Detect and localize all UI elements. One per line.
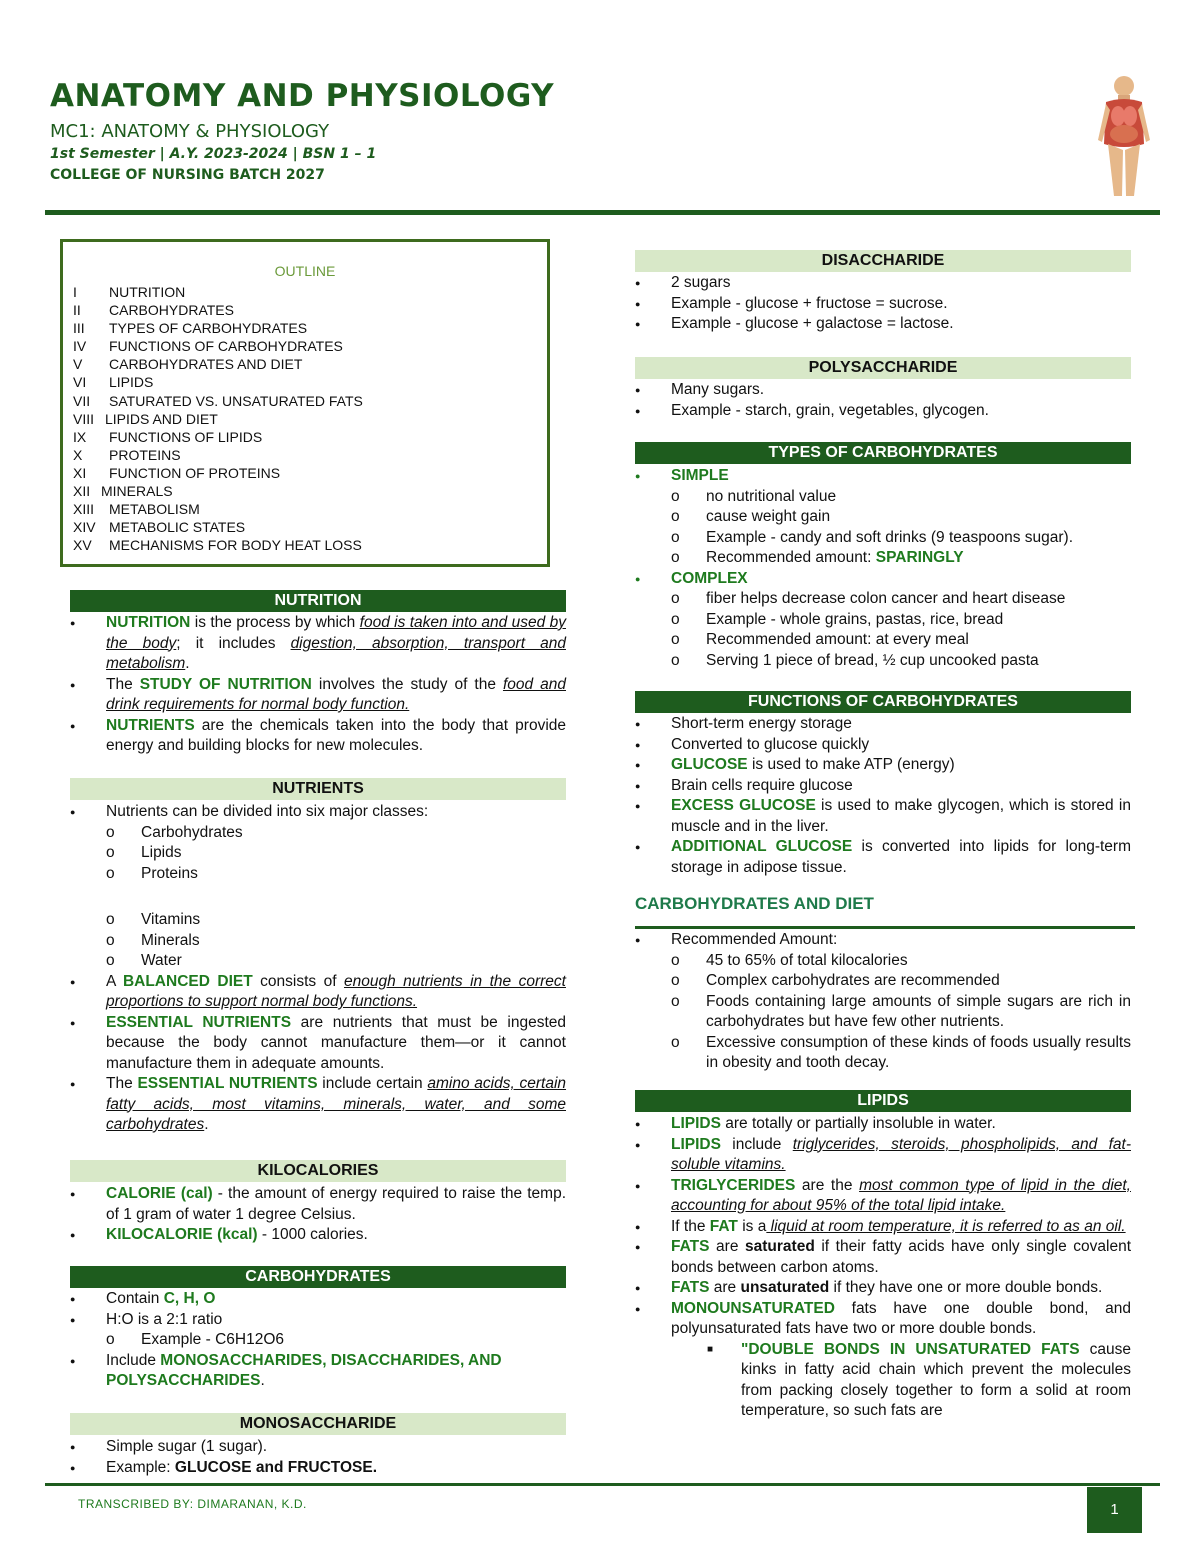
section-heading-kilocalories: KILOCALORIES [70, 1160, 566, 1182]
outline-item: V CARBOHYDRATES AND DIET [73, 356, 303, 373]
list-item: ● Include MONOSACCHARIDES, DISACCHARIDES, AND POLYSACCHARIDES. [70, 1351, 566, 1392]
list-item: ● Example - glucose + fructose = sucrose. [635, 294, 1131, 315]
outline-item: VII SATURATED VS. UNSATURATED FATS [73, 392, 363, 409]
header-divider [45, 210, 1160, 215]
outline-item: VI LIPIDS [73, 374, 154, 391]
outline-item: X PROTEINS [73, 446, 181, 463]
list-item: o Recommended amount: at every meal [635, 630, 1131, 651]
list-item: o 45 to 65% of total kilocalories [635, 951, 1131, 972]
list-item: ● FATS are unsaturated if they have one or more double bonds. [635, 1278, 1131, 1299]
list-item: ● Contain C, H, O [70, 1289, 566, 1310]
college-line: COLLEGE OF NURSING BATCH 2027 [50, 167, 325, 183]
types-section [635, 466, 1131, 671]
list-item: ● Example - glucose + galactose = lactose. [635, 314, 1131, 335]
list-item: ● 2 sugars [635, 273, 1131, 294]
diet-section [635, 930, 1131, 1074]
section-heading-monosaccharide: MONOSACCHARIDE [70, 1413, 566, 1435]
document-title: ANATOMY AND PHYSIOLOGY [50, 78, 555, 114]
footer-divider [45, 1483, 1160, 1486]
list-item: o Water [70, 951, 566, 972]
list-item: o Proteins [70, 864, 566, 885]
list-item: ● EXCESS GLUCOSE is used to make glycogen, which is stored in muscle and in the liver. [635, 796, 1131, 837]
section-heading-lipids: LIPIDS [635, 1090, 1131, 1112]
list-item: o Example - candy and soft drinks (9 teaspoons sugar). [635, 528, 1131, 549]
list-item: ● If the FAT is a liquid at room temperature, it is referred to as an oil. [635, 1217, 1131, 1238]
outline-item: XI FUNCTION OF PROTEINS [73, 464, 281, 481]
monosaccharide-section [70, 1437, 566, 1478]
section-heading-functions: FUNCTIONS OF CARBOHYDRATES [635, 691, 1131, 713]
outline-item: IV FUNCTIONS OF CARBOHYDRATES [73, 338, 343, 355]
list-item: ● GLUCOSE is used to make ATP (energy) [635, 755, 1131, 776]
list-item: o no nutritional value [635, 487, 1131, 508]
list-item: ■ "DOUBLE BONDS IN UNSATURATED FATS cause kinks in fatty acid chain which prevent the molecules from packing closely together to form a solid at room temperature, so such fats are [635, 1340, 1131, 1422]
functions-section [635, 714, 1131, 878]
list-item: ● Simple sugar (1 sugar). [70, 1437, 566, 1458]
outline-list [73, 283, 547, 554]
list-item: o Carbohydrates [70, 823, 566, 844]
list-item: ● The STUDY OF NUTRITION involves the study of the food and drink requirements for normal body function. [70, 675, 566, 716]
list-item: o Example - whole grains, pastas, rice, bread [635, 610, 1131, 631]
list-item: ● Brain cells require glucose [635, 776, 1131, 797]
list-item: ● NUTRITION is the process by which food is taken into and used by the body; it includes digestion, absorption, transport and metabolism. [70, 613, 566, 675]
outline-item: II CARBOHYDRATES [73, 302, 234, 319]
outline-box [60, 239, 550, 567]
list-item: ● Example - starch, grain, vegetables, glycogen. [635, 401, 1131, 422]
outline-heading: OUTLINE [274, 263, 336, 279]
list-item: o fiber helps decrease colon cancer and heart disease [635, 589, 1131, 610]
section-heading-disaccharide: DISACCHARIDE [635, 250, 1131, 272]
outline-item: IX FUNCTIONS OF LIPIDS [73, 428, 263, 445]
list-item: ● LIPIDS are totally or partially insoluble in water. [635, 1114, 1131, 1135]
section-heading-nutrition: NUTRITION [70, 590, 566, 612]
outline-item: I NUTRITION [73, 284, 186, 300]
list-item: o Vitamins [70, 910, 566, 931]
outline-item: III TYPES OF CARBOHYDRATES [73, 320, 308, 337]
list-item: o cause weight gain [635, 507, 1131, 528]
nutrients-section [70, 802, 566, 884]
list-item: ● Many sugars. [635, 380, 1131, 401]
list-item: o Lipids [70, 843, 566, 864]
list-item: ● COMPLEX [635, 569, 1131, 590]
list-item: ● Converted to glucose quickly [635, 735, 1131, 756]
list-item: ● MONOUNSATURATED fats have one double bond, and polyunsaturated fats have two or more double bonds. [635, 1299, 1131, 1340]
section-heading-nutrients: NUTRIENTS [70, 778, 566, 800]
list-item: o Serving 1 piece of bread, ½ cup uncooked pasta [635, 651, 1131, 672]
page-number: 1 [1087, 1487, 1142, 1533]
course-title: MC1: ANATOMY & PHYSIOLOGY [50, 121, 330, 142]
carbohydrates-section [70, 1289, 566, 1392]
list-item: ● FATS are saturated if their fatty acids have only single covalent bonds between carbon atoms. [635, 1237, 1131, 1278]
list-item: ● Example: GLUCOSE and FRUCTOSE. [70, 1458, 566, 1479]
human-anatomy-icon [1092, 74, 1156, 198]
list-item: o Complex carbohydrates are recommended [635, 971, 1131, 992]
list-item: ● KILOCALORIE (kcal) - 1000 calories. [70, 1225, 566, 1246]
kilocalories-section [70, 1184, 566, 1246]
list-item: ● NUTRIENTS are the chemicals taken into the body that provide energy and building blocks for new molecules. [70, 716, 566, 757]
section-heading-carbohydrates: CARBOHYDRATES [70, 1266, 566, 1288]
outline-item: VIII LIPIDS AND DIET [73, 410, 218, 427]
section-heading-types: TYPES OF CARBOHYDRATES [635, 442, 1131, 464]
list-item: ● ADDITIONAL GLUCOSE is converted into lipids for long-term storage in adipose tissue. [635, 837, 1131, 878]
list-item: ● H:O is a 2:1 ratio [70, 1310, 566, 1331]
lipids-section [635, 1114, 1131, 1422]
section-heading-polysaccharide: POLYSACCHARIDE [635, 357, 1131, 379]
list-item: ● Recommended Amount: [635, 930, 1131, 951]
section-heading-diet: CARBOHYDRATES AND DIET [635, 894, 874, 913]
list-item: o Example - C6H12O6 [70, 1330, 566, 1351]
list-item: ● TRIGLYCERIDES are the most common type of lipid in the diet, accounting for about 95% of the total lipid intake. [635, 1176, 1131, 1217]
nutrients-section-cont [70, 910, 566, 1136]
outline-item: XIII METABOLISM [73, 501, 200, 518]
outline-item: XV MECHANISMS FOR BODY HEAT LOSS [73, 537, 362, 554]
semester-line: 1st Semester | A.Y. 2023-2024 | BSN 1 – 1 [50, 146, 377, 162]
list-item: ● ESSENTIAL NUTRIENTS are nutrients that must be ingested because the body cannot manufacture them—or it cannot manufacture them in adequate amounts. [70, 1013, 566, 1075]
nutrition-section [70, 613, 566, 757]
section-divider [635, 926, 1135, 929]
list-item: ● A BALANCED DIET consists of enough nutrients in the correct proportions to support normal body functions. [70, 972, 566, 1013]
outline-item: XIV METABOLIC STATES [73, 519, 246, 536]
list-item: ● Short-term energy storage [635, 714, 1131, 735]
disaccharide-section [635, 273, 1131, 335]
list-item: ● Nutrients can be divided into six major classes: [70, 802, 566, 823]
transcriber-credit: TRANSCRIBED BY: DIMARANAN, K.D. [78, 1497, 307, 1511]
list-item: ● CALORIE (cal) - the amount of energy required to raise the temp. of 1 gram of water 1 degree Celsius. [70, 1184, 566, 1225]
outline-item: XII MINERALS [73, 483, 173, 500]
list-item: o Excessive consumption of these kinds of foods usually results in obesity and tooth decay. [635, 1033, 1131, 1074]
list-item: ● SIMPLE [635, 466, 1131, 487]
list-item: o Minerals [70, 931, 566, 952]
list-item: o Foods containing large amounts of simple sugars are rich in carbohydrates but have few other nutrients. [635, 992, 1131, 1033]
list-item: ● LIPIDS include triglycerides, steroids, phospholipids, and fat-soluble vitamins. [635, 1135, 1131, 1176]
list-item: o Recommended amount: SPARINGLY [635, 548, 1131, 569]
list-item: ● The ESSENTIAL NUTRIENTS include certain amino acids, certain fatty acids, most vitamins, minerals, water, and some carbohydrates. [70, 1074, 566, 1136]
polysaccharide-section [635, 380, 1131, 421]
